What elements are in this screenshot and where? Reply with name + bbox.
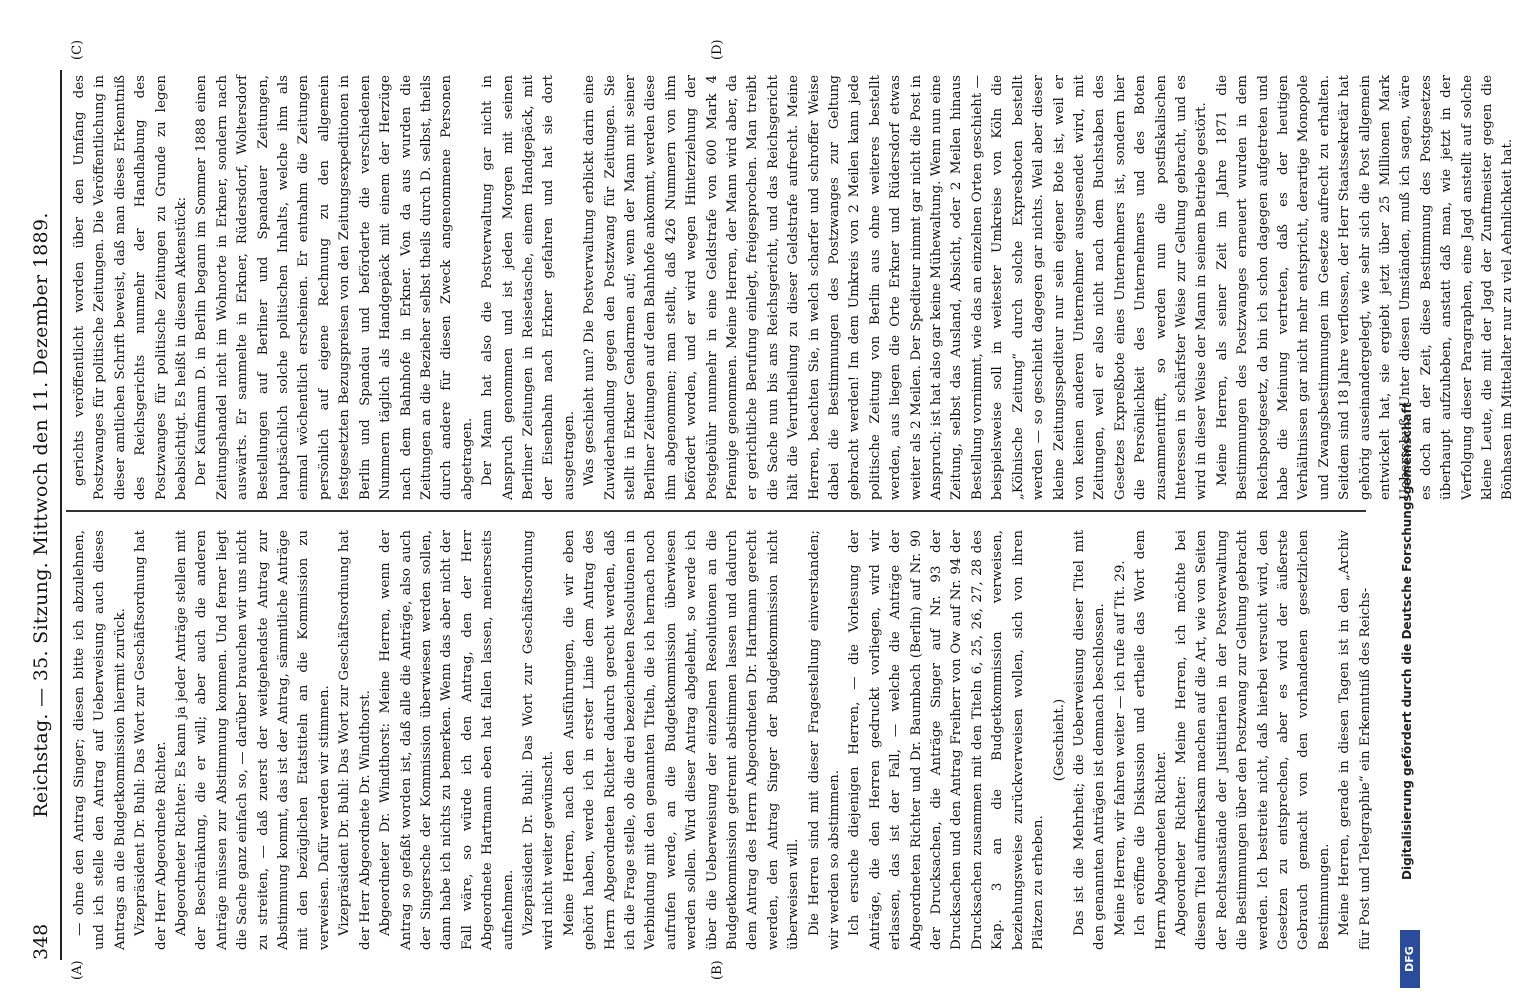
paragraph: Abgeordneter Dr. Windthorst: Meine Herren, wenn der Antrag so gefaßt worden ist, daß alle die Anträge, also auch der Singersche der Kommission überwiesen werden sollen, dann habe ich nichts zu bemerken. Wenn das aber nicht der Fall wäre, so würde ich den Antrag, den der Herr Abgeordnete Hartmann eben hat fallen lassen, meinerseits aufnehmen. xyxy=(378,530,516,950)
paragraph: Das ist die Mehrheit; die Ueberweisung dieser Titel mit den genannten Anträgen ist demnach beschlossen. xyxy=(1071,530,1108,950)
paragraph: — ohne den Antrag Singer; diesen bitte ich abzulehnen, und ich stelle den Antrag auf Ueberweisung auch dieses Antrags an die Budgetkommission hiermit zurück. xyxy=(72,530,128,950)
paragraph: Ich eröffne die Diskussion und ertheile das Wort dem Herrn Abgeordneten Richter. xyxy=(1133,530,1169,950)
paragraph: Der Mann hat also die Postverwaltung gar nicht in Anspruch genommen und ist jeden Morgen mit seinen Berliner Zeitungen in Reisetasche, einem Handgepäck, mit der Eisenbahn nach Erkner gefahren und hat sie dort ausgetragen. xyxy=(480,75,577,500)
paragraph: Die Herren sind mit dieser Fragestellung einverstanden; wir werden so abstimmen. xyxy=(806,530,843,950)
paragraph: Meine Herren, als seiner Zeit im Jahre 1871 die Bestimmungen des Postzwanges erneuert wurden in dem Reichspostgesetz, da bin ich schon dagegen aufgetreten und habe die Meinung vertreten, daß es der heutigen Verhältnissen gar nicht mehr entspricht, derartige Monopole und Zwangsbestimmungen im Gesetze aufrecht zu erhalten. Seitdem sind 18 Jahre verflossen, der Herr Staatssekretär hat gehörig auseinandergelegt, wie sehr sich die Post allgemein entwickelt hat, sie ergiebt jetzt über 25 Millionen Mark Ueberschuß. Unter diesen Umständen, muß ich sagen, wäre es doch an der Zeit, diese Bestimmung des Postgesetzes überhaupt aufzuheben, anstatt daß man, wie jetzt in der Verfolgung dieser Paragraphen, eine Jagd anstellt auf solche kleine Leute, die mit der Jagd der Zunftmeister gegen die Bönhasen im Mittelalter nur zu viel Aehnlichkeit hat. xyxy=(1214,75,1516,500)
paragraph: Abgeordneter Richter: Meine Herren, ich möchte bei diesem Titel aufmerksam machen auf die Art, wie von Seiten der Rechtsanstände der Justitiarien in der Postverwaltung die Bestimmungen über den Postzwang zur Geltung gebracht werden. Ich bestreite nicht, daß hierbei versucht wird, den Gesetzen zu entsprechen, aber es wird der äußerste Gebrauch gemacht von den vorhandenen gesetzlichen Bestimmungen. xyxy=(1173,530,1332,950)
paragraph: Meine Herren, gerade in diesen Tagen ist in den „Archiv für Post und Telegraphie“ ein Erkenntniß des Reichs- xyxy=(1337,530,1373,950)
paragraph: Was geschieht nun? Die Postverwaltung erblickt darin eine Zuwiderhandlung gegen den Postzwang für Zeitungen. Sie stellt in Erkner Gendarmen auf; wenn der Mann mit seiner Berliner Zeitungen auf dem Bahnhofe ankommt, werden diese ihm abgenommen; man stellt, daß 426 Nummern von ihm befördert worden, und er wird wegen Hinterziehung der Postgebühr nunmehr in eine Geldstrafe von 600 Mark 4 Pfennige genommen. Meine Herren, der Mann wird aber, da er gerichtliche Berufung einlegt, freigesprochen. Man treibt die Sache nun bis ans Reichsgericht, und das Reichsgericht hält die Verurtheilung zu dieser Geldstrafe aufrecht. Meine Herren, beachten Sie, in welch scharfer und schroffer Weise dabei die Bestimmungen des Postzwanges zur Geltung gebracht werden! Im dem Umkreis von 2 Meilen kann jede politische Zeitung von Berlin aus ohne weiteres bestellt werden, aus liegen die Orte Erkner und Rüdersdorf etwas weiter als 2 Meilen. Der Spediteur nimmt gar nicht die Post in Anspruch; ist hat also gar keine Mühewaltung. Wenn nun eine Zeitung, selbst das Ausland, Absicht, oder 2 Meilen hinaus Bestellung vornimmt, wie das an einzelnen Orten geschieht — beispielsweise soll in weitester Umkreise von Köln die „Kölnische Zeitung“ durch solche Expresboten bestellt werden — so geschieht dagegen gar nichts. Weil aber dieser kleine Zeitungsspediteur nur sein eigener Bote ist, weil er von keinen anderen Unternehmer ausgesendet wird, mit Zeitungen, weil er also nicht nach dem Buchstaben des Gesetzes Expreßbote eines Unternehmers ist, sondern hier die Persönlichkeit des Unternehmers und des Boten zusammentrifft, so werden nun die postfiskalischen Interessen in schärfster Weise zur Geltung gebracht, und es wird in dieser Weise der Mann in seinem Betriebe gestört. xyxy=(582,75,1210,500)
paragraph: Meine Herren, wir fahren weiter — ich rufe auf Tit. 29. xyxy=(1112,560,1128,936)
right-column xyxy=(70,75,1519,500)
margin-marker-a: (A) xyxy=(70,960,85,980)
running-title: Reichstag. — 35. Sitzung. Mittwoch den 11. Dezember 1889. xyxy=(30,212,52,818)
dfg-logo: DFG xyxy=(1400,930,1420,988)
margin-marker-b: (B) xyxy=(710,960,725,980)
page-header xyxy=(28,70,58,960)
stage-direction: (Geschieht.) xyxy=(1051,698,1067,782)
paragraph: Abgeordneter Richter: Es kann ja jeder Anträge stellen mit der Beschränkung, die er will; aber auch die anderen Anträge müssen zur Abstimmung kommen. Und ferner liegt die Sache ganz einfach so, — darüber brauchen wir uns nicht zu streiten, — daß zuerst der weitgehendste Antrag zur Abstimmung kommt, das ist der Antrag, sämmtliche Anträge mit den bezüglichen Etatstiteln an die Kommission zu verweisen. Dafür werden wir stimmen. xyxy=(174,530,332,950)
paragraph: Ich ersuche diejenigen Herren, — die Vorlesung der Anträge, die den Herren gedruckt vorliegen, wird wir erlassen, das ist der Fall, — welche die Anträge der Abgeordneten Richter und Dr. Baumbach (Berlin) auf Nr. 90 der Drucksachen, die Anträge Singer auf Nr. 93 der Drucksachen und den Antrag Freiherr von Ow auf Nr. 94 der Drucksachen zusammen mit den Titeln 6, 25, 26, 27, 28 des Kap. 3 an die Budgetkommission verweisen, beziehungsweise zurückverweisen wollen, sich von ihren Plätzen zu erheben. xyxy=(847,530,1047,950)
margin-marker-c: (C) xyxy=(70,39,85,60)
header-rule xyxy=(60,70,62,960)
quoted-paragraph: Der Kaufmann D. in Berlin begann im Sommer 1888 einen Zeitungshandel nicht im Wohnorte in Erkner, sondern nach auswärts. Er sammelte in Erkner, Rüdersdorf, Woltersdorf Bestellungen auf Berliner und Spandauer Zeitungen, hauptsächlich solche politischen Inhalts, welche ihm als einmal wöchentlich erscheinen. Er entnahm die Zeitungen persönlich auf eigene Rechnung zu den allgemein festgesetzten Bezugspreisen von den Zeitungsexpeditionen in Berlin und Spandau und beförderte die verschiedenen Nummern täglich als Handgepäck mit einem der Herzüge nach dem Bahnhofe in Erkner. Von da aus wurden die Zeitungen an die Bezieher selbst theils durch D. selbst, theils durch andere für diesen Zweck angenommene Personen abgetragen. xyxy=(194,75,475,500)
paragraph: Vizepräsident Dr. Buhl: Das Wort zur Geschäftsordnung hat der Herr Abgeordnete Dr. Windthorst. xyxy=(337,530,373,950)
paragraph: gerichts veröffentlicht worden über den Umfang des Postzwanges für politische Zeitungen. Die Veröffentlichung in dieser amtlichen Schrift beweist, daß man dieses Erkenntniß des Reichsgerichts nunmehr der Handhabung des Postzwanges für politische Zeitungen zu Grunde zu legen beabsichtigt. Es heißt in diesem Aktenstück: xyxy=(72,75,190,500)
page-number: 348 xyxy=(30,923,52,960)
column-divider xyxy=(66,511,1366,513)
paragraph: Vizepräsident Dr. Buhl: Das Wort zur Geschäftsordnung wird nicht weiter gewünscht. xyxy=(520,530,557,950)
left-column xyxy=(70,530,1376,950)
paragraph: Vizepräsident Dr. Buhl: Das Wort zur Geschäftsordnung hat der Herr Abgeordnete Richter. xyxy=(133,530,169,950)
paragraph: Meine Herren, nach den Ausführungen, die wir eben gehört haben, werde ich in erster Linie dem Antrag des Herrn Abgeordneten Richter dadurch gerecht werden, daß ich die Frage stelle, ob die drei bezeichneten Resolutionen in Verbindung mit den genannten Titeln, die ich hernach noch aufrufen werde, an die Budgetkommission überwiesen werden sollen. Wird dieser Antrag abgelehnt, so werde ich über die Ueberweisung der einzelnen Resolutionen an die Budgetkommission getrennt abstimmen lassen und dadurch dem Antrag des Herrn Abgeordneten Dr. Hartmann gerecht werden, den Antrag Singer der Budgetkommission nicht überweisen will. xyxy=(561,530,802,950)
margin-marker-d: (D) xyxy=(710,39,725,60)
digitization-note: Digitalisierung gefördert durch die Deutsche Forschungsgemeinschaft xyxy=(1400,402,1414,880)
